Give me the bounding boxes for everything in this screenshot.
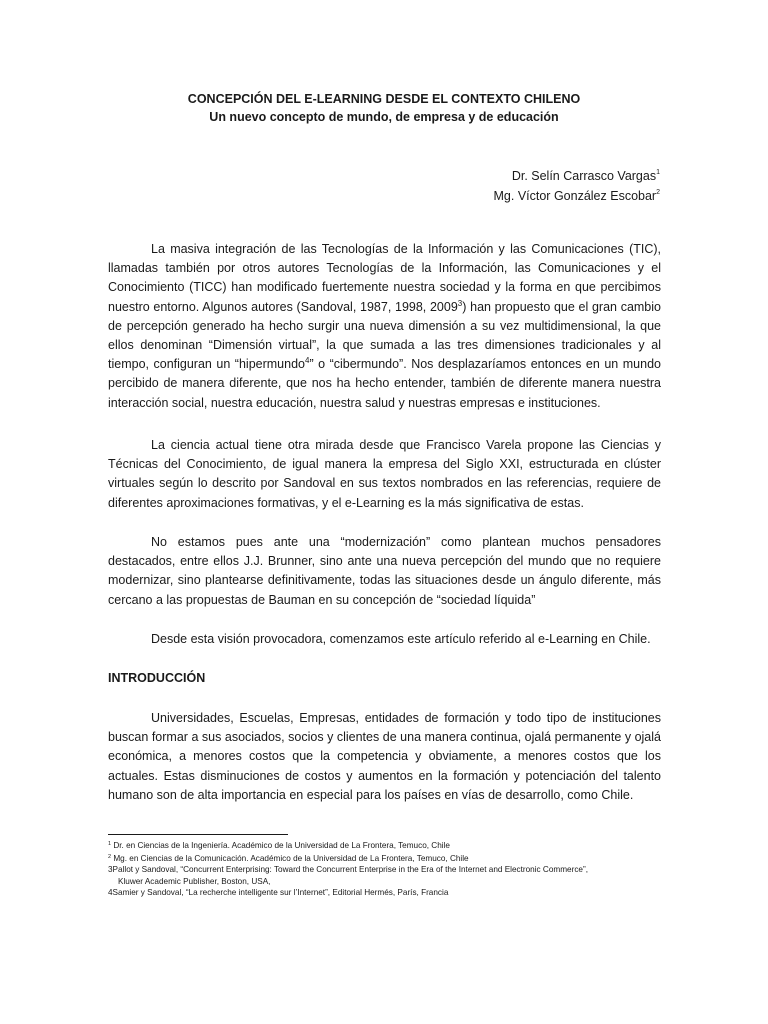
author-name: Mg. Víctor González Escobar bbox=[493, 189, 657, 203]
footnote-ref[interactable]: 1 bbox=[656, 169, 660, 176]
footnote-text: 3Pallot y Sandoval, “Concurrent Enterprising: Toward the Concurrent Enterprise in the Era of the Internet and Electronic Commerce”, bbox=[108, 865, 588, 875]
author-name: Dr. Selín Carrasco Vargas bbox=[511, 169, 657, 183]
body-paragraph: No estamos pues ante una “modernización” como plantean muchos pensadores destacados, entre ellos J.J. Brunner, sino ante una nueva percepción del mundo que no requiere modernizar, sino plantearse definitivamente, todas las situaciones desde un ángulo diferente, más cercano a las propuestas de Bauman en su concepción de “sociedad líquida” bbox=[108, 535, 661, 607]
footnote bbox=[108, 839, 668, 852]
document-title: CONCEPCIÓN DEL E-LEARNING DESDE EL CONTEXTO CHILENO bbox=[187, 92, 581, 106]
body-paragraph: Universidades, Escuelas, Empresas, entidades de formación y todo tipo de instituciones buscan formar a sus asociados, socios y clientes de una manera continua, ojalá permanente y ojalá económica, a menores costos que la competencia y obviamente, a menores costos que los actuales. Estas disminuciones de costos y aumentos en la formación y potenciación del talento humano son de alta importancia en especial para los países en vías de desarrollo, como Chile. bbox=[108, 711, 661, 802]
author-line bbox=[512, 164, 660, 185]
section-heading: INTRODUCCIÓN bbox=[108, 671, 206, 685]
paragraph-text: La masiva integración de las Tecnologías de la Información y las Comunicaciones (TIC), llamadas también por otros autores Tecnologías de la Información, las Comunicaciones y el Conocimiento (TICC) han modificado fuertemente nuestra sociedad y la forma en que percibimos nuestro entorno. Algunos autores (Sandoval, 1987, 1998, 2009 bbox=[108, 242, 661, 314]
footnote-text: Mg. en Ciencias de la Comunicación. Académico de la Universidad de La Frontera, Temuco, Chile bbox=[111, 853, 469, 863]
footnote-text: Kluwer Academic Publisher, Boston, USA, bbox=[118, 876, 271, 886]
footnote-number: 1 bbox=[108, 841, 112, 847]
body-paragraph bbox=[108, 240, 661, 413]
paragraph-text: ” o “cibermundo”. Nos desplazaríamos entonces en un mundo percibido de manera diferente, que nos ha hecho entender, también de diferente manera nuestra interacción social, nuestra educación, nuestra salud y nuestras empresas e instituciones. bbox=[108, 357, 661, 410]
footnote-text: 4Samier y Sandoval, “La recherche intelligente sur l’Internet”, Editorial Hermés, París, Francia bbox=[108, 888, 449, 898]
body-paragraph: Desde esta visión provocadora, comenzamos este artículo referido al e-Learning en Chile. bbox=[151, 632, 651, 646]
footnote bbox=[108, 852, 668, 865]
paragraph-text: ) han propuesto que el gran cambio de percepción generado ha hecho surgir una nueva dimensión a su vez multidimensional, la que ellos denominan “Dimensión virtual”, la que sumada a las tres dimensiones tradicionales y al tiempo, configuran un “hipermundo bbox=[108, 299, 661, 372]
footnote-ref[interactable]: 4 bbox=[304, 356, 310, 366]
footnote-ref[interactable]: 3 bbox=[457, 298, 463, 308]
footnote-divider bbox=[108, 834, 288, 835]
footnote-number: 2 bbox=[108, 853, 112, 860]
footnotes bbox=[108, 839, 668, 899]
footnote bbox=[108, 864, 668, 876]
footnote-continuation bbox=[108, 876, 668, 888]
footnote bbox=[108, 887, 668, 899]
footnote-ref[interactable]: 2 bbox=[656, 189, 660, 196]
footnote-text: Dr. en Ciencias de la Ingeniería. Académico de la Universidad de La Frontera, Temuco, Chile bbox=[111, 841, 450, 850]
body-paragraph: La ciencia actual tiene otra mirada desde que Francisco Varela propone las Ciencias y Técnicas del Conocimiento, de igual manera la empresa del Siglo XXI, estructurada en clúster virtuales según lo descrito por Sandoval en sus textos nombrados en las referencias, requiere de diferentes aproximaciones formativas, y el e-Learning es la más significativa de estas. bbox=[108, 438, 661, 510]
author-line bbox=[494, 184, 660, 205]
document-subtitle: Un nuevo concepto de mundo, de empresa y de educación bbox=[209, 110, 559, 124]
